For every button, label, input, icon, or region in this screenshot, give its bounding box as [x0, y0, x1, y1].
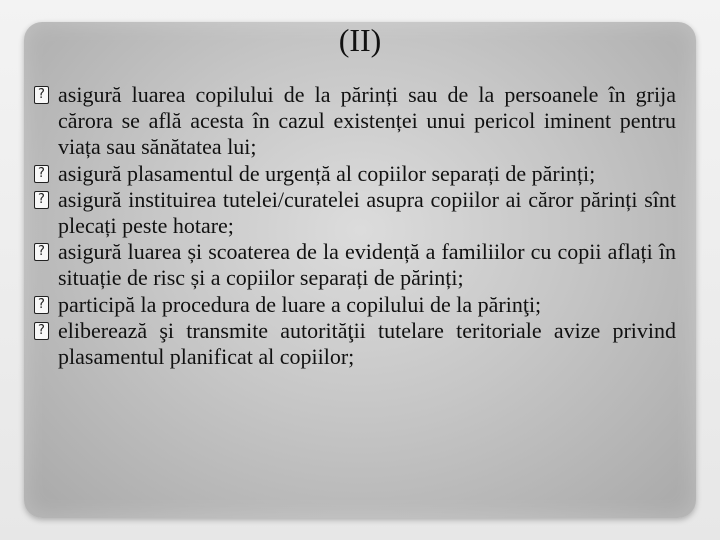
bullet-icon: ?: [34, 322, 49, 340]
bullet-item: [34, 82, 676, 161]
slide-title: (II): [338, 22, 382, 58]
bullet-item: [34, 292, 676, 318]
bullet-text: participă la procedura de luare a copilului de la părinţi;: [58, 291, 542, 317]
bullet-list: [34, 82, 676, 370]
bullet-text: eliberează şi transmite autorităţii tutelare teritoriale avize privind plasamentul planificat al copiilor;: [58, 317, 676, 370]
bullet-text: asigură luarea și scoaterea de la evidență a familiilor cu copii aflați în situație de risc și a copiilor separați de părinți;: [58, 239, 676, 291]
bullet-icon: ?: [34, 191, 49, 209]
bullet-icon: ?: [34, 165, 49, 183]
bullet-icon: ?: [34, 296, 49, 314]
bullet-text: asigură luarea copilului de la părinți sau de la persoanele în grija cărora se află acesta în cazul existenței unui pericol iminent pentru viața sau sănătatea lui;: [58, 82, 676, 160]
bullet-item: [34, 318, 676, 370]
bullet-item: [34, 187, 676, 239]
bullet-text: asigură plasamentul de urgență al copiilor separați de părinți;: [58, 160, 596, 186]
bullet-text: asigură instituirea tutelei/curatelei asupra copiilor ai căror părinți sînt plecați peste hotare;: [58, 186, 676, 239]
bullet-icon: ?: [34, 243, 49, 261]
bullet-item: [34, 161, 676, 187]
bullet-icon: ?: [34, 86, 49, 104]
bullet-item: [34, 239, 676, 291]
